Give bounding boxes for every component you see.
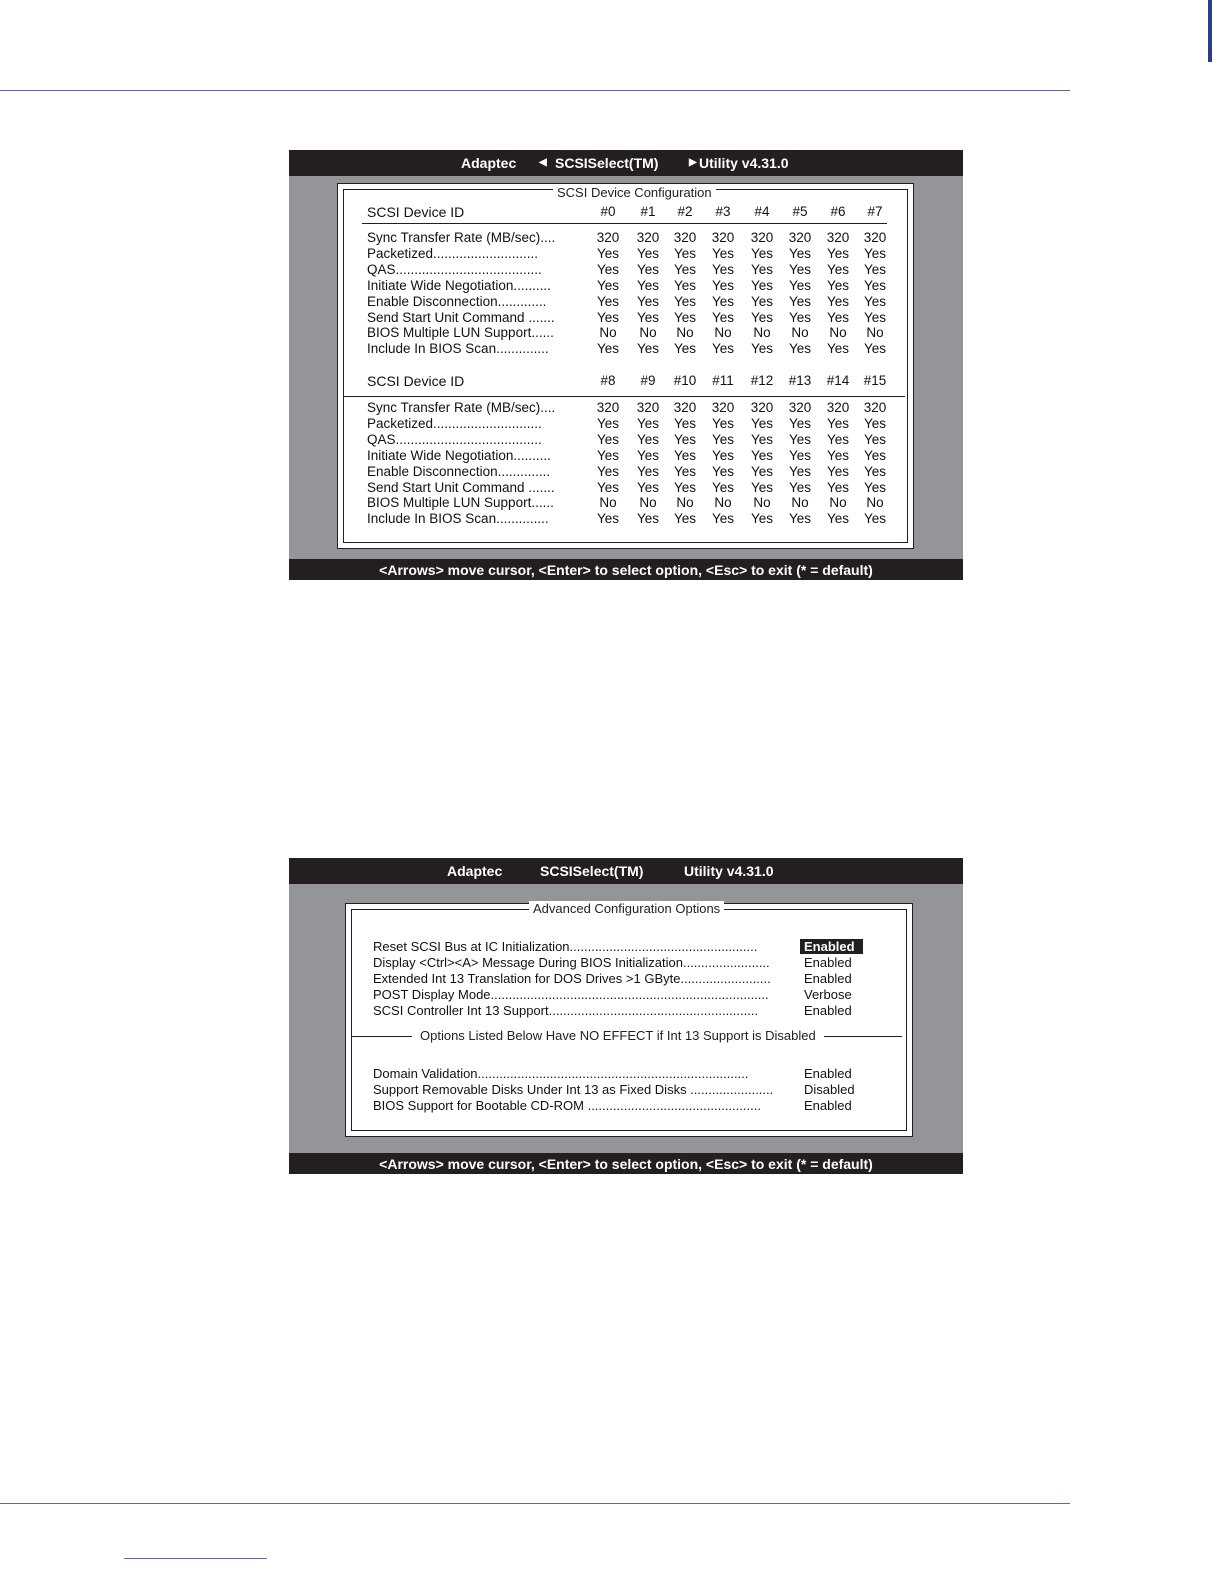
option-label: BIOS Support for Bootable CD-ROM ................................................ bbox=[373, 1098, 761, 1113]
setting-value[interactable]: Yes bbox=[673, 511, 697, 527]
setting-value[interactable]: Yes bbox=[750, 261, 774, 277]
setting-value[interactable]: Yes bbox=[673, 261, 697, 277]
page-header-rule bbox=[0, 90, 1070, 91]
setting-value[interactable]: Yes bbox=[673, 293, 697, 309]
setting-value[interactable]: Yes bbox=[750, 431, 774, 447]
setting-value[interactable]: Yes bbox=[788, 415, 812, 431]
footer-link-rule bbox=[124, 1558, 267, 1559]
option-row[interactable] bbox=[346, 1066, 912, 1082]
setting-label: Send Start Unit Command ....... bbox=[367, 309, 555, 325]
setting-value[interactable]: Yes bbox=[826, 245, 850, 261]
device-id-col: #10 bbox=[673, 373, 697, 388]
option-row[interactable] bbox=[346, 987, 912, 1003]
setting-value[interactable]: Yes bbox=[863, 511, 887, 527]
setting-value[interactable]: 320 bbox=[750, 230, 774, 245]
setting-value[interactable]: Yes bbox=[636, 341, 660, 357]
device-id-col: #8 bbox=[600, 373, 616, 388]
setting-value[interactable]: 320 bbox=[636, 400, 660, 415]
setting-value[interactable]: Yes bbox=[673, 245, 697, 261]
setting-value[interactable]: No bbox=[714, 325, 732, 341]
setting-label: BIOS Multiple LUN Support...... bbox=[367, 495, 554, 511]
option-label: Reset SCSI Bus at IC Initialization.................................................... bbox=[373, 939, 758, 954]
setting-value[interactable]: Yes bbox=[750, 415, 774, 431]
setting-value[interactable]: Yes bbox=[788, 277, 812, 293]
setting-value[interactable]: 320 bbox=[636, 230, 660, 245]
setting-value[interactable]: Yes bbox=[636, 415, 660, 431]
setting-value[interactable]: 320 bbox=[863, 400, 887, 415]
setting-value[interactable]: Yes bbox=[863, 277, 887, 293]
setting-value[interactable]: 320 bbox=[788, 230, 812, 245]
setting-value[interactable]: Yes bbox=[750, 293, 774, 309]
setting-value[interactable]: Yes bbox=[863, 447, 887, 463]
product-title: SCSISelect(TM) bbox=[555, 155, 659, 171]
setting-value[interactable]: No bbox=[829, 325, 847, 341]
device-id-col: #11 bbox=[712, 373, 734, 388]
setting-value[interactable]: Yes bbox=[711, 293, 735, 309]
setting-value[interactable]: Yes bbox=[596, 511, 620, 527]
setting-value[interactable]: Yes bbox=[711, 415, 735, 431]
setting-value[interactable]: Yes bbox=[863, 463, 887, 479]
setting-value[interactable]: Yes bbox=[636, 479, 660, 495]
no-effect-note: Options Listed Below Have NO EFFECT if Int 13 Support is Disabled bbox=[412, 1028, 824, 1043]
setting-value[interactable]: Yes bbox=[826, 463, 850, 479]
setting-label: Packetized............................. bbox=[367, 415, 542, 431]
setting-value[interactable]: Yes bbox=[711, 479, 735, 495]
title-bar bbox=[289, 858, 963, 884]
setting-value[interactable]: No bbox=[676, 325, 694, 341]
setting-value[interactable]: Yes bbox=[596, 245, 620, 261]
setting-label: Packetized............................ bbox=[367, 245, 539, 261]
setting-value[interactable]: Yes bbox=[788, 463, 812, 479]
setting-value[interactable]: Yes bbox=[863, 293, 887, 309]
setting-value[interactable]: 320 bbox=[596, 230, 620, 245]
setting-value[interactable]: Yes bbox=[711, 463, 735, 479]
setting-value[interactable]: Yes bbox=[788, 245, 812, 261]
setting-value[interactable]: Yes bbox=[826, 479, 850, 495]
setting-value[interactable]: Yes bbox=[788, 431, 812, 447]
setting-value[interactable]: Yes bbox=[596, 447, 620, 463]
vendor-title: Adaptec bbox=[447, 863, 503, 879]
setting-value[interactable]: Yes bbox=[826, 447, 850, 463]
setting-value[interactable]: No bbox=[866, 325, 884, 341]
setting-value[interactable]: Yes bbox=[826, 293, 850, 309]
setting-value[interactable]: Yes bbox=[750, 341, 774, 357]
setting-value[interactable]: 320 bbox=[750, 400, 774, 415]
device-id-col: #13 bbox=[788, 373, 812, 388]
setting-value[interactable]: Yes bbox=[673, 277, 697, 293]
setting-value[interactable]: Yes bbox=[711, 245, 735, 261]
setting-label: QAS....................................... bbox=[367, 261, 542, 277]
header-divider bbox=[362, 223, 887, 224]
setting-value[interactable]: 320 bbox=[596, 400, 620, 415]
setting-value[interactable]: No bbox=[599, 325, 617, 341]
setting-value[interactable]: Yes bbox=[750, 463, 774, 479]
setting-value[interactable]: Yes bbox=[673, 415, 697, 431]
option-value[interactable]: Verbose bbox=[804, 987, 852, 1002]
triangle-right-icon: ▶ bbox=[689, 157, 697, 168]
setting-value[interactable]: No bbox=[753, 325, 771, 341]
setting-value[interactable]: No bbox=[753, 495, 771, 511]
device-id-col: #4 bbox=[754, 204, 770, 219]
setting-value[interactable]: No bbox=[599, 495, 617, 511]
setting-value[interactable]: Yes bbox=[863, 245, 887, 261]
setting-value[interactable]: No bbox=[791, 495, 809, 511]
option-value[interactable]: Enabled bbox=[804, 1066, 852, 1081]
setting-value[interactable]: Yes bbox=[596, 293, 620, 309]
scsi-device-configuration-screen bbox=[289, 150, 963, 580]
setting-value[interactable]: Yes bbox=[636, 511, 660, 527]
device-id-col: #12 bbox=[750, 373, 774, 388]
setting-value[interactable]: Yes bbox=[826, 309, 850, 325]
setting-value[interactable]: Yes bbox=[750, 245, 774, 261]
setting-value[interactable]: No bbox=[639, 325, 657, 341]
device-id-col: #0 bbox=[600, 204, 616, 219]
setting-value[interactable]: Yes bbox=[636, 261, 660, 277]
panel-title: SCSI Device Configuration bbox=[553, 185, 716, 200]
setting-value[interactable]: No bbox=[676, 495, 694, 511]
device-id-col: #7 bbox=[867, 204, 883, 219]
device-id-col: #9 bbox=[640, 373, 656, 388]
setting-label: Enable Disconnection.............. bbox=[367, 463, 551, 479]
option-value[interactable]: Disabled bbox=[804, 1082, 855, 1097]
setting-value[interactable]: Yes bbox=[636, 463, 660, 479]
setting-value[interactable]: Yes bbox=[750, 277, 774, 293]
setting-label: QAS....................................... bbox=[367, 431, 542, 447]
triangle-left-icon: ◀ bbox=[539, 157, 547, 168]
setting-value[interactable]: 320 bbox=[711, 400, 735, 415]
device-id-col: #6 bbox=[830, 204, 846, 219]
setting-value[interactable]: Yes bbox=[596, 341, 620, 357]
setting-label: Include In BIOS Scan.............. bbox=[367, 341, 549, 357]
setting-value[interactable]: Yes bbox=[711, 511, 735, 527]
option-label: Support Removable Disks Under Int 13 as Fixed Disks ....................... bbox=[373, 1082, 774, 1097]
setting-value[interactable]: Yes bbox=[673, 341, 697, 357]
setting-value[interactable]: 320 bbox=[673, 400, 697, 415]
setting-value[interactable]: No bbox=[866, 495, 884, 511]
option-row[interactable] bbox=[346, 1082, 912, 1098]
setting-value[interactable]: Yes bbox=[826, 341, 850, 357]
setting-label: Sync Transfer Rate (MB/sec).... bbox=[367, 400, 556, 415]
setting-value[interactable]: Yes bbox=[673, 463, 697, 479]
device-id-header: SCSI Device ID bbox=[367, 204, 465, 220]
setting-value[interactable]: Yes bbox=[711, 277, 735, 293]
setting-value[interactable]: Yes bbox=[673, 431, 697, 447]
setting-value[interactable]: Yes bbox=[863, 431, 887, 447]
setting-value[interactable]: Yes bbox=[596, 415, 620, 431]
setting-value[interactable]: Yes bbox=[863, 341, 887, 357]
option-label: Extended Int 13 Translation for DOS Drives >1 GByte......................... bbox=[373, 971, 771, 986]
status-hint: <Arrows> move cursor, <Enter> to select option, <Esc> to exit (* = default) bbox=[379, 562, 873, 578]
device-config-panel bbox=[337, 183, 914, 549]
setting-value[interactable]: Yes bbox=[636, 277, 660, 293]
product-title: SCSISelect(TM) bbox=[540, 863, 644, 879]
setting-value[interactable]: Yes bbox=[750, 511, 774, 527]
setting-value[interactable]: No bbox=[639, 495, 657, 511]
version-title: Utility v4.31.0 bbox=[699, 155, 789, 171]
setting-label: BIOS Multiple LUN Support...... bbox=[367, 325, 554, 341]
setting-value[interactable]: No bbox=[829, 495, 847, 511]
setting-value[interactable]: Yes bbox=[826, 431, 850, 447]
setting-value[interactable]: 320 bbox=[863, 230, 887, 245]
option-label: SCSI Controller Int 13 Support.......................................................... bbox=[373, 1003, 759, 1018]
option-value[interactable]: Enabled bbox=[804, 1098, 852, 1113]
setting-value[interactable]: Yes bbox=[863, 261, 887, 277]
setting-label: Enable Disconnection............. bbox=[367, 293, 547, 309]
setting-value[interactable]: No bbox=[714, 495, 732, 511]
option-row[interactable] bbox=[346, 971, 912, 987]
setting-value[interactable]: Yes bbox=[788, 261, 812, 277]
setting-value[interactable]: Yes bbox=[673, 447, 697, 463]
device-id-header-2: SCSI Device ID bbox=[367, 373, 465, 389]
setting-value[interactable]: Yes bbox=[826, 415, 850, 431]
setting-value[interactable]: 320 bbox=[788, 400, 812, 415]
page-footer-rule bbox=[0, 1503, 1070, 1504]
setting-value[interactable]: Yes bbox=[596, 479, 620, 495]
option-row[interactable] bbox=[346, 1098, 912, 1114]
setting-value[interactable]: Yes bbox=[636, 309, 660, 325]
setting-value[interactable]: Yes bbox=[863, 309, 887, 325]
setting-value[interactable]: 320 bbox=[711, 230, 735, 245]
title-bar bbox=[289, 150, 963, 176]
setting-label: Include In BIOS Scan.............. bbox=[367, 511, 549, 527]
setting-value[interactable]: Yes bbox=[863, 415, 887, 431]
setting-label: Sync Transfer Rate (MB/sec).... bbox=[367, 230, 556, 245]
setting-value[interactable]: Yes bbox=[863, 479, 887, 495]
setting-value[interactable]: Yes bbox=[711, 261, 735, 277]
setting-value[interactable]: 320 bbox=[826, 230, 850, 245]
setting-value[interactable]: Yes bbox=[711, 341, 735, 357]
setting-value[interactable]: Yes bbox=[788, 309, 812, 325]
setting-value[interactable]: Yes bbox=[636, 447, 660, 463]
version-title: Utility v4.31.0 bbox=[684, 863, 774, 879]
setting-value[interactable]: Yes bbox=[711, 309, 735, 325]
device-id-col: #1 bbox=[640, 204, 656, 219]
setting-label: Initiate Wide Negotiation.......... bbox=[367, 277, 551, 293]
setting-value[interactable]: Yes bbox=[750, 309, 774, 325]
option-value[interactable]: Enabled bbox=[800, 939, 863, 954]
setting-value[interactable]: Yes bbox=[788, 511, 812, 527]
setting-value[interactable]: Yes bbox=[788, 293, 812, 309]
setting-value[interactable]: 320 bbox=[826, 400, 850, 415]
setting-value[interactable]: Yes bbox=[788, 447, 812, 463]
vendor-title: Adaptec bbox=[461, 155, 517, 171]
page-edge-tab bbox=[1208, 0, 1212, 62]
option-row[interactable] bbox=[346, 955, 912, 971]
panel-title: Advanced Configuration Options bbox=[529, 901, 724, 916]
group-divider bbox=[344, 396, 905, 397]
setting-value[interactable]: Yes bbox=[673, 479, 697, 495]
setting-value[interactable]: Yes bbox=[788, 479, 812, 495]
setting-value[interactable]: Yes bbox=[788, 341, 812, 357]
setting-value[interactable]: Yes bbox=[596, 431, 620, 447]
setting-label: Initiate Wide Negotiation.......... bbox=[367, 447, 551, 463]
setting-value[interactable]: Yes bbox=[750, 447, 774, 463]
setting-value[interactable]: Yes bbox=[596, 309, 620, 325]
setting-value[interactable]: Yes bbox=[826, 277, 850, 293]
device-id-col: #14 bbox=[826, 373, 850, 388]
device-id-col: #3 bbox=[715, 204, 731, 219]
setting-value[interactable]: 320 bbox=[673, 230, 697, 245]
setting-value[interactable]: Yes bbox=[673, 309, 697, 325]
setting-value[interactable]: Yes bbox=[596, 261, 620, 277]
setting-label: Send Start Unit Command ....... bbox=[367, 479, 555, 495]
option-value[interactable]: Enabled bbox=[804, 1003, 852, 1018]
device-id-col: #15 bbox=[863, 373, 887, 388]
setting-value[interactable]: No bbox=[791, 325, 809, 341]
device-id-col: #2 bbox=[677, 204, 693, 219]
setting-value[interactable]: Yes bbox=[636, 293, 660, 309]
option-label: Display <Ctrl><A> Message During BIOS Initialization........................ bbox=[373, 955, 770, 970]
option-value[interactable]: Enabled bbox=[804, 955, 852, 970]
option-row[interactable] bbox=[346, 939, 912, 955]
setting-value[interactable]: Yes bbox=[826, 261, 850, 277]
option-label: POST Display Mode............................................................................. bbox=[373, 987, 769, 1002]
advanced-configuration-screen bbox=[289, 858, 963, 1174]
setting-value[interactable]: Yes bbox=[750, 479, 774, 495]
option-label: Domain Validation........................................................................... bbox=[373, 1066, 749, 1081]
status-bar bbox=[289, 1153, 963, 1174]
status-bar bbox=[289, 559, 963, 580]
advanced-options-panel bbox=[345, 903, 913, 1137]
option-value[interactable]: Enabled bbox=[804, 971, 852, 986]
status-hint: <Arrows> move cursor, <Enter> to select option, <Esc> to exit (* = default) bbox=[379, 1156, 873, 1172]
setting-value[interactable]: Yes bbox=[711, 431, 735, 447]
setting-value[interactable]: Yes bbox=[636, 431, 660, 447]
setting-value[interactable]: Yes bbox=[596, 277, 620, 293]
setting-value[interactable]: Yes bbox=[596, 463, 620, 479]
setting-value[interactable]: Yes bbox=[711, 447, 735, 463]
option-row[interactable] bbox=[346, 1003, 912, 1019]
device-id-col: #5 bbox=[792, 204, 808, 219]
setting-value[interactable]: Yes bbox=[636, 245, 660, 261]
setting-value[interactable]: Yes bbox=[826, 511, 850, 527]
